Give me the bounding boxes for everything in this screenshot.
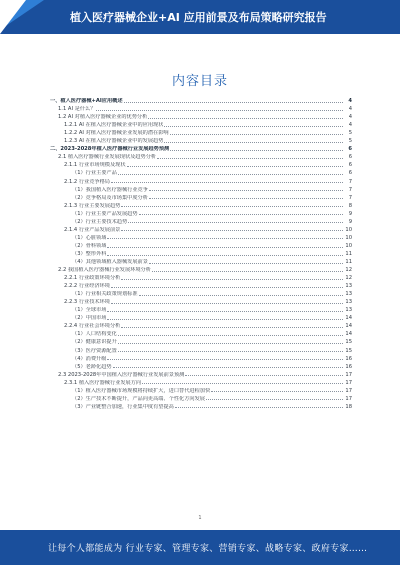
- toc-entry[interactable]: [50, 152, 352, 160]
- toc-dot-leader: [175, 407, 343, 408]
- toc-entry-text: 二、2023-2028年植入医疗器械行业发展趋势预测: [50, 146, 170, 153]
- toc-entry[interactable]: [50, 345, 352, 353]
- toc-entry-text: 2.2.3 行业技术环境: [64, 299, 110, 306]
- toc-entry[interactable]: [50, 273, 352, 281]
- toc-dot-leader: [142, 383, 343, 384]
- toc-entry-text: （1）行业主要产品发展趋势: [72, 210, 138, 217]
- toc-entry-text: 2.2.4 行业社会环境分析: [64, 323, 121, 330]
- toc-entry[interactable]: [50, 209, 352, 217]
- toc-entry[interactable]: [50, 168, 352, 176]
- toc-entry-page: 6: [348, 146, 352, 153]
- toc-dot-leader: [127, 166, 343, 167]
- toc-entry[interactable]: [50, 354, 352, 362]
- toc-entry-page: 4: [348, 98, 352, 105]
- toc-dot-leader: [111, 287, 343, 288]
- toc-dot-leader: [107, 247, 343, 248]
- toc-dot-leader: [170, 134, 343, 135]
- toc-entry[interactable]: [50, 128, 352, 136]
- toc-entry[interactable]: [50, 297, 352, 305]
- toc-dot-leader: [111, 303, 343, 304]
- toc-entry-page: 13: [345, 291, 352, 298]
- toc-entry-text: 1.2.2 AI 对植入医疗器械企业发展的潜在影响: [64, 130, 169, 137]
- toc-entry-page: 4: [348, 106, 352, 113]
- toc-entry-page: 16: [345, 355, 352, 362]
- toc-dot-leader: [118, 351, 343, 352]
- toc-entry-page: 9: [348, 218, 352, 225]
- toc-dot-leader: [118, 335, 343, 336]
- toc-entry-text: （2）生产技术不断提升，产品向更高端、个性化方向发展: [72, 395, 205, 402]
- toc-entry-text: （4）其他领域植入器械发展前景: [72, 258, 148, 265]
- toc-entry[interactable]: [50, 201, 352, 209]
- page-number: 1: [198, 515, 202, 521]
- toc-entry-page: 17: [345, 387, 352, 394]
- toc-entry-page: 11: [345, 250, 352, 257]
- toc-entry[interactable]: [50, 265, 352, 273]
- toc-dot-leader: [118, 174, 343, 175]
- toc-entry[interactable]: [50, 289, 352, 297]
- toc-entry-page: 4: [348, 114, 352, 121]
- toc-entry-page: 8: [348, 202, 352, 209]
- toc-entry-text: （2）健康意识提升: [72, 339, 117, 346]
- toc-dot-leader: [121, 279, 343, 280]
- toc-dot-leader: [152, 271, 343, 272]
- toc-entry-text: （2）竞争格局及市场集中度分析: [72, 194, 148, 201]
- toc-entry-page: 14: [345, 323, 352, 330]
- toc-dot-leader: [149, 263, 343, 264]
- toc-dot-leader: [148, 118, 343, 119]
- toc-entry-text: （4）消费升级: [72, 355, 107, 362]
- toc-entry-text: 2.2 我国植入医疗器械行业发展环境分析: [58, 267, 151, 274]
- toc-entry-text: 2.1.3 行业主要发展趋势: [64, 202, 121, 209]
- toc-entry-page: 7: [348, 186, 352, 193]
- toc-dot-leader: [139, 214, 343, 215]
- toc-entry-text: 1.2 AI 对植入医疗器械企业的优势分析: [58, 114, 148, 121]
- toc-entry-page: 13: [345, 307, 352, 314]
- toc-dot-leader: [206, 399, 343, 400]
- toc-entry-text: （1）我国植入医疗器械行业竞争: [72, 186, 148, 193]
- toc-entry-page: 14: [345, 331, 352, 338]
- toc-heading: 内容目录: [171, 74, 228, 89]
- toc-entry-page: 10: [345, 242, 352, 249]
- footer-slogan: 让每个人都能成为 行业专家、管理专家、营销专家、战略专家、政府专家……: [48, 544, 368, 554]
- toc-entry-page: 6: [348, 154, 352, 161]
- toc-dot-leader: [164, 126, 343, 127]
- toc-dot-leader: [111, 182, 343, 183]
- toc-dot-leader: [96, 110, 343, 111]
- toc-dot-leader: [164, 142, 343, 143]
- toc-entry-page: 17: [345, 379, 352, 386]
- toc-entry-text: （2）中国市场: [72, 315, 107, 322]
- toc-entry-page: 10: [345, 234, 352, 241]
- toc-dot-leader: [149, 190, 343, 191]
- toc-entry[interactable]: [50, 321, 352, 329]
- toc-entry[interactable]: [50, 120, 352, 128]
- toc-entry-text: 2.3.1 植入医疗器械行业发展方向: [64, 379, 142, 386]
- toc-entry-text: 2.2.2 行业经济环境: [64, 283, 110, 290]
- toc-dot-leader: [107, 359, 343, 360]
- toc-dot-leader: [121, 327, 343, 328]
- toc-entry[interactable]: [50, 249, 352, 257]
- toc-entry[interactable]: [50, 378, 352, 386]
- toc-entry-text: 2.1.2 行业竞争格局: [64, 178, 110, 185]
- toc-entry-text: （3）医疗资源配置: [72, 347, 117, 354]
- toc-entry[interactable]: [50, 394, 352, 402]
- toc-entry[interactable]: [50, 136, 352, 144]
- toc-entry-page: 4: [348, 122, 352, 129]
- toc-entry-text: （3）产业链整合加速，行业集中度有望提高: [72, 403, 174, 410]
- toc-entry-text: （2）骨科领域: [72, 242, 107, 249]
- toc-entry[interactable]: [50, 241, 352, 249]
- toc-entry[interactable]: [50, 386, 352, 394]
- toc-dot-leader: [139, 295, 343, 296]
- toc-entry-text: （1）行业相关政策规划标准: [72, 291, 138, 298]
- toc-entry-page: 5: [348, 138, 352, 145]
- toc-entry-page: 6: [348, 162, 352, 169]
- toc-entry-page: 17: [345, 371, 352, 378]
- toc-entry[interactable]: [50, 176, 352, 184]
- toc-entry-page: 11: [345, 258, 352, 265]
- toc-entry[interactable]: [50, 96, 352, 104]
- toc-dot-leader: [113, 367, 343, 368]
- toc-dot-leader: [149, 198, 343, 199]
- toc-entry[interactable]: [50, 402, 352, 410]
- toc-entry-page: 7: [348, 178, 352, 185]
- toc-entry-page: 7: [348, 194, 352, 201]
- header-corner-shape: [0, 0, 26, 34]
- toc-entry[interactable]: [50, 370, 352, 378]
- toc-entry[interactable]: [50, 185, 352, 193]
- toc-entry[interactable]: [50, 225, 352, 233]
- toc-entry[interactable]: [50, 362, 352, 370]
- toc-dot-leader: [211, 391, 343, 392]
- toc-entry-page: 13: [345, 299, 352, 306]
- toc-entry-page: 18: [345, 403, 352, 410]
- toc-entry[interactable]: [50, 217, 352, 225]
- toc-entry-text: 一、植入医疗器械+AI应用概述: [50, 98, 123, 105]
- toc-entry-page: 15: [345, 339, 352, 346]
- toc-entry-page: 5: [348, 130, 352, 137]
- toc-entry-text: （2）行业主要技术趋势: [72, 218, 128, 225]
- toc-entry[interactable]: [50, 193, 352, 201]
- toc-entry-text: 1.1 AI 是什么？: [58, 106, 96, 113]
- report-title: 植入医疗器械企业+AI 应用前景及布局策略研究报告: [70, 11, 327, 24]
- toc-entry[interactable]: [50, 104, 352, 112]
- toc-dot-leader: [118, 343, 343, 344]
- toc-entry-text: 2.1 植入医疗器械行业发展现状及趋势分析: [58, 154, 157, 161]
- toc-entry-page: 14: [345, 315, 352, 322]
- toc-dot-leader: [107, 319, 343, 320]
- toc-entry-text: 1.2.3 AI 在植入医疗器械企业中的发展趋势: [64, 138, 164, 145]
- toc-entry-page: 13: [345, 283, 352, 290]
- toc-entry[interactable]: [50, 257, 352, 265]
- toc-entry[interactable]: [50, 305, 352, 313]
- toc-dot-leader: [128, 222, 343, 223]
- toc-entry[interactable]: [50, 160, 352, 168]
- toc-entry-page: 9: [348, 210, 352, 217]
- toc-entry-text: 2.2.1 行业政策环境分析: [64, 275, 121, 282]
- toc-entry-text: 2.1.4 行业产品发展前景: [64, 226, 121, 233]
- toc-entry-text: 1.2.1 AI 在植入医疗器械企业中的应用现状: [64, 122, 164, 129]
- toc-entry-text: （1）植入医疗器械市场规模将持续扩大，进口替代进程加快: [72, 387, 211, 394]
- toc-entry[interactable]: [50, 281, 352, 289]
- toc-dot-leader: [157, 158, 343, 159]
- toc-entry[interactable]: [50, 233, 352, 241]
- report-footer: [0, 530, 400, 565]
- toc-entry-text: （5）老龄化趋势: [72, 363, 112, 370]
- report-header: [0, 0, 400, 34]
- toc-entry-page: 16: [345, 363, 352, 370]
- toc-entry[interactable]: [50, 112, 352, 120]
- toc-dot-leader: [121, 230, 343, 231]
- toc-entry-text: （1）行业主要产品: [72, 170, 117, 177]
- toc-entry-text: （1）心脏领域: [72, 234, 107, 241]
- toc-entry-text: 2.3 2023-2028年中国植入医疗器械行业发展前景预测: [58, 371, 185, 378]
- toc-dot-leader: [170, 150, 343, 151]
- toc-entry-text: 2.1.1 行业市场规模及现状: [64, 162, 126, 169]
- toc-entry-text: （1）全球市场: [72, 307, 107, 314]
- toc-dot-leader: [107, 311, 343, 312]
- toc-entry-page: 10: [345, 226, 352, 233]
- toc-entry[interactable]: [50, 337, 352, 345]
- toc-entry[interactable]: [50, 144, 352, 152]
- toc-entry-page: 15: [345, 347, 352, 354]
- toc-entry-text: （1）人口结构变化: [72, 331, 117, 338]
- toc-entry-page: 12: [345, 267, 352, 274]
- table-of-contents: [50, 96, 352, 410]
- toc-dot-leader: [107, 255, 343, 256]
- toc-entry-text: （3）整形外科: [72, 250, 107, 257]
- toc-entry-page: 12: [345, 275, 352, 282]
- toc-dot-leader: [185, 375, 343, 376]
- toc-entry-page: 6: [348, 170, 352, 177]
- toc-dot-leader: [124, 102, 343, 103]
- toc-dot-leader: [107, 238, 343, 239]
- toc-entry[interactable]: [50, 329, 352, 337]
- toc-entry[interactable]: [50, 313, 352, 321]
- toc-dot-leader: [121, 206, 343, 207]
- toc-entry-page: 17: [345, 395, 352, 402]
